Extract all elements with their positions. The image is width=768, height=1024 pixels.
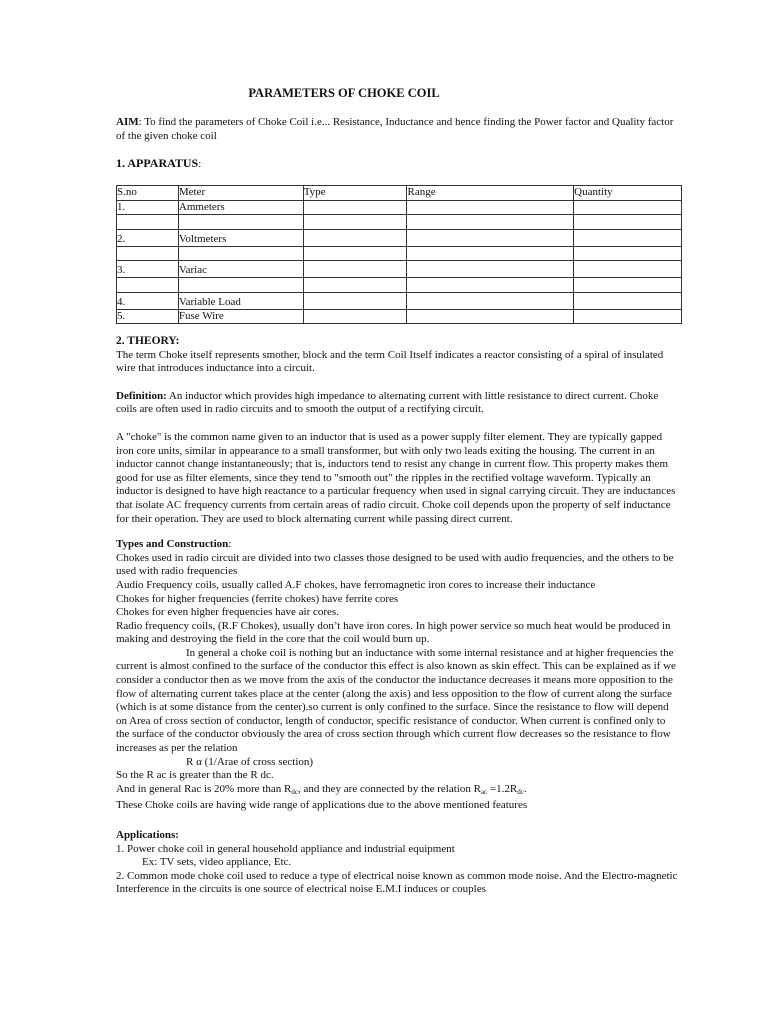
applications-heading: Applications:: [116, 829, 179, 841]
table-row: [117, 229, 682, 246]
table-row: [117, 309, 682, 324]
range-line: These Choke coils are having wide range of applications due to the above mentioned features: [116, 799, 528, 812]
apparatus-heading-block: [116, 157, 681, 172]
cell-meter: Fuse Wire: [178, 309, 303, 324]
cell-quantity: [574, 200, 682, 215]
types-heading: Types and Construction: [116, 538, 229, 551]
cell-quantity: [574, 215, 682, 230]
types-heading-colon: :: [228, 538, 232, 551]
cell-type: [303, 292, 407, 309]
relation-line: R α (1/Arae of cross section): [186, 755, 314, 768]
apparatus-table: [116, 185, 682, 324]
definition-text: An inductor which provides high impedance to alternating current with little resistance to direct current. Choke coils are often used in radio circuits and to smooth the output of a rectifying circuit.: [116, 389, 659, 416]
table-row: [117, 292, 682, 309]
cell-sno: 5.: [117, 309, 179, 324]
cell-meter: [178, 278, 303, 293]
cell-range: [407, 229, 574, 246]
cell-range: [407, 246, 574, 261]
apparatus-heading-colon: :: [198, 158, 202, 170]
cell-meter: [178, 246, 303, 261]
cell-meter: Variac: [178, 261, 303, 278]
types-line: Chokes for higher frequencies (ferrite chokes) have ferrite cores: [116, 592, 399, 605]
table-header-row: [117, 186, 682, 201]
cell-type: [303, 278, 407, 293]
cell-sno: 3.: [117, 261, 179, 278]
apparatus-heading: 1. APPARATUS: [116, 156, 199, 170]
cell-quantity: [574, 309, 682, 324]
general-paragraph: In general a choke coil is nothing but an inductance with some internal resistance and at higher frequencies the current is almost confined to the surface of the conductor this effect is also known as skin effect. This can be explained as if we consider a conductor then as we move from the axis of the conductor the inductance decreases it means more opposition to the flow of alternating current takes place at the center (along the axis) and less opposition to the flow of current along the surface (which is at some distance from the center).so current is only confined to the surface. Since the resistance to flow will depend on Area of cross section of conductor, length of conductor, specific resistance of conductor. When current is confined only to the surface of the conductor obviously the area of cross section through which current flow decreases so the resistance to flow increases as per the relation: [116, 646, 676, 755]
col-header-quantity: Quantity: [574, 186, 682, 201]
cell-quantity: [574, 278, 682, 293]
cell-meter: [178, 215, 303, 230]
cell-type: [303, 200, 407, 215]
cell-type: [303, 215, 407, 230]
aim-text: : To find the parameters of Choke Coil i.e... Resistance, Inductance and hence finding the Power factor and Quality factor of the given choke coil: [116, 116, 674, 142]
cell-quantity: [574, 246, 682, 261]
cell-range: [407, 309, 574, 324]
aim-section: [116, 116, 681, 143]
table-row: [117, 215, 682, 230]
col-header-meter: Meter: [178, 186, 303, 201]
cell-sno: 1.: [117, 200, 179, 215]
theory-heading: 2. THEORY:: [116, 335, 180, 347]
cell-meter: Ammeters: [178, 200, 303, 215]
theory-intro: The term Choke itself represents smother, block and the term Coil Itself indicates a reactor consisting of a spiral of insulated wire that introduces inductance into a circuit.: [116, 348, 664, 375]
cell-quantity: [574, 229, 682, 246]
theory-section: [116, 335, 681, 897]
cell-range: [407, 292, 574, 309]
cell-sno: [117, 215, 179, 230]
table-row: [117, 246, 682, 261]
types-line: Audio Frequency coils, usually called A.F chokes, have ferromagnetic iron cores to increase their inductance: [116, 578, 596, 591]
types-line: Chokes for even higher frequencies have air cores.: [116, 606, 339, 619]
cell-sno: 4.: [117, 292, 179, 309]
cell-quantity: [574, 261, 682, 278]
cell-sno: [117, 246, 179, 261]
cell-range: [407, 215, 574, 230]
types-line: Radio frequency coils, (R.F Chokes), usually don’t have iron cores. In high power service so much heat would be produced in making and destroying the field in the core that the coil would burn up.: [116, 619, 671, 646]
col-header-range: Range: [407, 186, 574, 201]
cell-sno: 2.: [117, 229, 179, 246]
table-row: [117, 200, 682, 215]
cell-type: [303, 229, 407, 246]
cell-type: [303, 309, 407, 324]
table-row: [117, 278, 682, 293]
cell-quantity: [574, 292, 682, 309]
col-header-type: Type: [303, 186, 407, 201]
types-line: Chokes used in radio circuit are divided into two classes those designed to be used with audio frequencies, and the others to be used with radio frequencies: [116, 551, 674, 578]
page-title: PARAMETERS OF CHOKE COIL: [248, 86, 440, 100]
cell-type: [303, 246, 407, 261]
cell-meter: Variable Load: [178, 292, 303, 309]
application-example: Ex: TV sets, video appliance, Etc.: [142, 856, 292, 869]
cell-meter: Voltmeters: [178, 229, 303, 246]
cell-sno: [117, 278, 179, 293]
application-item: 1. Power choke coil in general household appliance and industrial equipment: [116, 842, 455, 855]
table-row: [117, 261, 682, 278]
cell-range: [407, 200, 574, 215]
definition-label: Definition:: [116, 389, 167, 402]
cell-range: [407, 278, 574, 293]
choke-paragraph: A "choke" is the common name given to an inductor that is used as a power supply filter element. They are typically gapped iron core units, similar in appearance to a small transformer, but with only two leads exiting the housing. The current in an inductor cannot change instantaneously; that is, inductors tend to resist any change in current flow. This property makes them good for use as filter elements, since they tend to "smooth out" the ripples in the rectified voltage waveform. Typically an inductor is designed to have high reactance to a particular frequency when used in signal carrying circuit. They are inductances that isolate AC frequency currents from certain areas of radio circuit. Choke coil depends upon the property of self inductance for their operation. They are used to block alternating current while passing direct current.: [116, 430, 676, 525]
col-header-sno: S.no: [117, 186, 179, 201]
cell-range: [407, 261, 574, 278]
aim-label: AIM: [116, 116, 139, 128]
application-item: 2. Common mode choke coil used to reduce a type of electrical noise known as common mode noise. And the Electro-magnetic Interference in the circuits is one source of electrical noise E.M.I induces or couples: [116, 869, 678, 896]
rac-relation-line: And in general Rac is 20% more than $R_{dc}$, and they are connected by the relation $R_{ac} =1.2R_{dc}$.: [116, 782, 527, 796]
rac-line: So the R ac is greater than the R dc.: [116, 769, 274, 782]
cell-type: [303, 261, 407, 278]
